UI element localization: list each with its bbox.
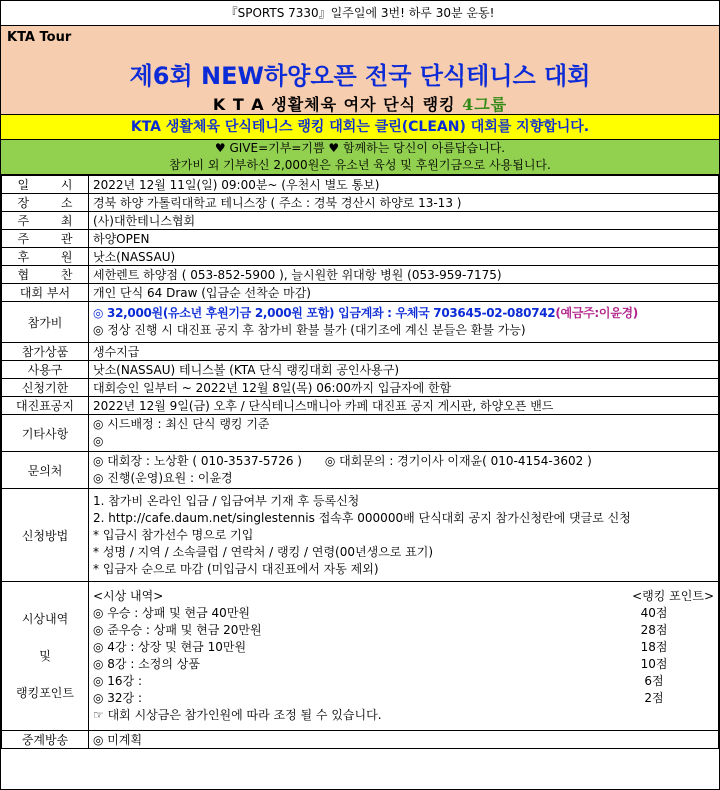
value-contact	[89, 452, 719, 489]
value-misc	[89, 415, 719, 452]
value-division: 개인 단식 64 Draw (입금순 선착순 마감)	[89, 284, 719, 302]
row-sponsor	[2, 248, 719, 266]
value-date: 2022년 12월 11일(일) 09:00분~ (우천시 별도 통보)	[89, 176, 719, 194]
page-subtitle	[1, 92, 719, 115]
row-apply	[2, 489, 719, 582]
give-line-1: ♥ GIVE=기부=기쁨 ♥ 함께하는 당신이 아름답습니다.	[214, 141, 506, 155]
label-sponsor: 후 원	[2, 248, 89, 266]
row-fee	[2, 302, 719, 343]
row-organizer	[2, 230, 719, 248]
clean-banner: KTA 생활체육 단식테니스 랭킹 대회는 클린(CLEAN) 대회를 지향합니다.	[1, 115, 719, 140]
label-prize-goods: 참가상품	[2, 343, 89, 361]
value-apply	[89, 489, 719, 582]
info-table	[1, 175, 719, 749]
row-draw-notice	[2, 397, 719, 415]
row-ball	[2, 361, 719, 379]
give-line-2: 참가비 외 기부하신 2,000원은 유소년 육성 및 후원기금으로 사용됩니다.	[169, 158, 551, 172]
label-organizer: 주 관	[2, 230, 89, 248]
value-cosponsor: 세한렌트 하양점 ( 053-852-5900 ), 늘시원한 위대항 병원 (053-959-7175)	[89, 266, 719, 284]
contact-line-2: ◎ 진행(운영)요원 : 이윤경	[93, 471, 233, 485]
value-organizer: 하양OPEN	[89, 230, 719, 248]
row-contact	[2, 452, 719, 489]
label-ball: 사용구	[2, 361, 89, 379]
apply-line: 1. 참가비 온라인 입금 / 입금여부 기재 후 등록신청	[93, 493, 360, 508]
value-draw-notice: 2022년 12월 9일(금) 오후 / 단식테니스매니아 카페 대진표 공지 게시판, 하양오픈 밴드	[89, 397, 719, 415]
label-date: 일 시	[2, 176, 89, 194]
row-division	[2, 284, 719, 302]
row-broadcast	[2, 731, 719, 749]
row-awards	[2, 582, 719, 731]
value-sponsor: 낫소(NASSAU)	[89, 248, 719, 266]
label-misc: 기타사항	[2, 415, 89, 452]
label-broadcast: 중계방송	[2, 731, 89, 749]
award-item: ◎ 4강 : 상장 및 현금 10만원 18점	[93, 640, 668, 654]
apply-line: * 입금시 참가선수 명으로 기입	[93, 527, 254, 542]
award-item: ◎ 16강 : 6점	[93, 674, 664, 688]
award-item: ◎ 8강 : 소정의 상품 10점	[93, 657, 668, 671]
subtitle-group: 4그룹	[462, 95, 508, 114]
misc-line-1: ◎ 시드배정 : 최신 단식 랭킹 기준	[93, 417, 270, 431]
label-contact: 문의처	[2, 452, 89, 489]
label-deadline: 신청기한	[2, 379, 89, 397]
award-item: ◎ 준우승 : 상패 및 현금 20만원 28점	[93, 623, 668, 637]
label-apply: 신청방법	[2, 489, 89, 582]
value-ball: 낫소(NASSAU) 테니스볼 (KTA 단식 랭킹대회 공인사용구)	[89, 361, 719, 379]
value-host: (사)대한테니스협회	[89, 212, 719, 230]
label-host: 주 최	[2, 212, 89, 230]
awards-header: <시상 내역> <랭킹 포인트>	[93, 589, 714, 603]
label-fee: 참가비	[2, 302, 89, 343]
label-draw-notice: 대진표공지	[2, 397, 89, 415]
fee-line-2: ◎ 정상 진행 시 대진표 공지 후 참가비 환불 불가 (대기조에 계신 분들은 환불 가능)	[93, 323, 526, 337]
row-cosponsor	[2, 266, 719, 284]
label-cosponsor: 협 찬	[2, 266, 89, 284]
page-title: 제6회 NEW하양오픈 전국 단식테니스 대회	[129, 62, 591, 90]
apply-line: 2. http://cafe.daum.net/singlestennis 접속후 000000배 단식대회 공지 참가신청란에 댓글로 신청	[93, 510, 631, 525]
value-broadcast: ◎ 미계획	[89, 731, 719, 749]
value-awards	[89, 582, 719, 731]
value-deadline: 대회승인 일부터 ~ 2022년 12월 8일(목) 06:00까지 입금자에 한함	[89, 379, 719, 397]
value-fee	[89, 302, 719, 343]
row-venue	[2, 194, 719, 212]
row-deadline	[2, 379, 719, 397]
subtitle-text: K T A 생활체육 여자 단식 랭킹	[212, 95, 463, 114]
row-misc	[2, 415, 719, 452]
give-banner	[1, 140, 719, 175]
tour-label: KTA Tour	[7, 30, 72, 45]
header	[1, 26, 719, 115]
label-awards: 시상내역 및 랭킹포인트	[2, 582, 89, 731]
misc-line-2: ◎	[93, 434, 104, 448]
row-host	[2, 212, 719, 230]
award-item: ◎ 우승 : 상패 및 현금 40만원 40점	[93, 606, 668, 620]
apply-line: * 입금자 순으로 마감 (미입금시 대진표에서 자동 제외)	[93, 561, 379, 576]
label-division: 대회 부서	[2, 284, 89, 302]
apply-line: * 성명 / 지역 / 소속클럽 / 연락처 / 랭킹 / 연령(00년생으로 표기)	[93, 544, 434, 559]
value-prize-goods: 생수지급	[89, 343, 719, 361]
fee-line-1: ◎ 32,000원(유소년 후원기금 2,000원 포함) 입금계좌 : 우체국 703645-02-080742(예금주:이윤경)	[93, 306, 638, 320]
value-venue: 경북 하양 가톨릭대학교 테니스장 ( 주소 : 경북 경산시 하양로 13-13 )	[89, 194, 719, 212]
row-prize-goods	[2, 343, 719, 361]
contact-line-1: ◎ 대회장 : 노상환 ( 010-3537-5726 ) ◎ 대회문의 : 경기이사 이재윤( 010-4154-3602 )	[93, 454, 592, 468]
label-venue: 장 소	[2, 194, 89, 212]
awards-footnote: ☞ 대회 시상금은 참가인원에 따라 조정 될 수 있습니다.	[93, 708, 382, 722]
top-banner: 『SPORTS 7330』일주일에 3번! 하루 30분 운동!	[1, 1, 719, 26]
row-date	[2, 176, 719, 194]
award-item: ◎ 32강 : 2점	[93, 691, 664, 705]
